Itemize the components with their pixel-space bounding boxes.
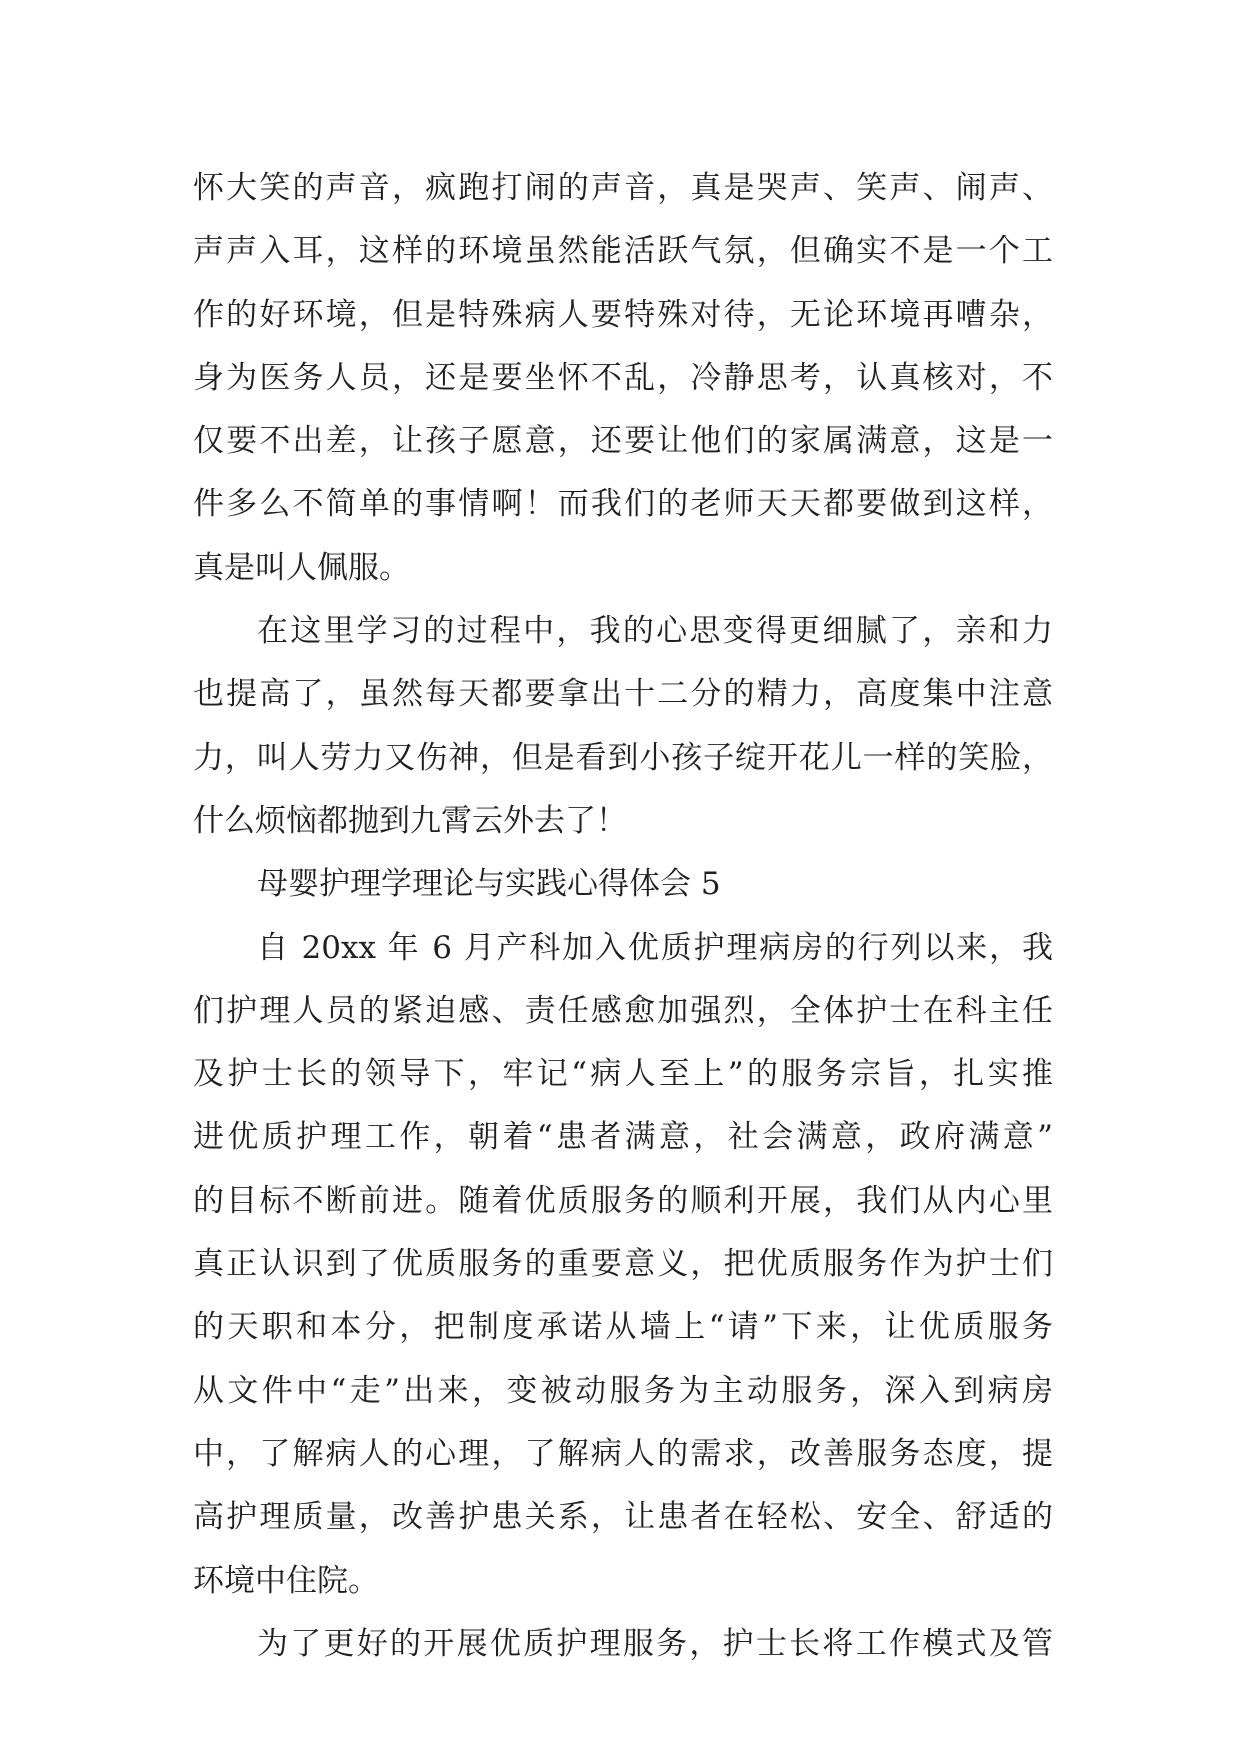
paragraph-first-line: 自 20xx 年 6 月产科加入优质护理病房的行列以来，我: [257, 929, 1053, 966]
text-line: 身为医务人员，还是要坐怀不乱，冷静思考，认真核对，不: [193, 359, 1053, 396]
text-line: 仅要不出差，让孩子愿意，还要让他们的家属满意，这是一: [193, 423, 1053, 460]
text-line: 真是叫人佩服。: [193, 549, 410, 586]
section-heading: 母婴护理学理论与实践心得体会 5: [257, 866, 721, 903]
document-body: [193, 157, 1053, 1676]
text-line: 力，叫人劳力又伤神，但是看到小孩子绽开花儿一样的笑脸，: [193, 739, 1053, 776]
text-line: 怀大笑的声音，疯跑打闹的声音，真是哭声、笑声、闹声、: [193, 170, 1053, 206]
text-line: 进优质护理工作，朝着“患者满意，社会满意，政府满意”: [193, 1119, 1053, 1156]
text-line: 的天职和本分，把制度承诺从墙上“请”下来，让优质服务: [193, 1309, 1053, 1346]
text-line: 及护士长的领导下，牢记“病人至上”的服务宗旨，扎实推: [193, 1056, 1053, 1093]
paragraph-first-line: 为了更好的开展优质护理服务，护士长将工作模式及管: [257, 1625, 1053, 1662]
paragraph-first-line: 在这里学习的过程中，我的心思变得更细腻了，亲和力: [257, 613, 1053, 650]
text-line: 也提高了，虽然每天都要拿出十二分的精力，高度集中注意: [193, 676, 1053, 713]
text-line: 作的好环境，但是特殊病人要特殊对待，无论环境再嘈杂，: [193, 296, 1053, 333]
text-line: 的目标不断前进。随着优质服务的顺利开展，我们从内心里: [193, 1182, 1053, 1219]
text-line: 高护理质量，改善护患关系，让患者在轻松、安全、舒适的: [193, 1499, 1053, 1536]
text-line: 中，了解病人的心理，了解病人的需求，改善服务态度，提: [193, 1435, 1053, 1472]
text-line: 什么烦恼都抛到九霄云外去了！: [193, 802, 627, 839]
text-line: 件多么不简单的事情啊！而我们的老师天天都要做到这样，: [193, 486, 1053, 523]
text-line: 真正认识到了优质服务的重要意义，把优质服务作为护士们: [193, 1246, 1053, 1283]
text-line: 声声入耳，这样的环境虽然能活跃气氛，但确实不是一个工: [193, 233, 1053, 270]
text-line: 环境中住院。: [193, 1562, 379, 1599]
text-line: 从文件中“走”出来，变被动服务为主动服务，深入到病房: [193, 1372, 1053, 1409]
text-line: 们护理人员的紧迫感、责任感愈加强烈，全体护士在科主任: [193, 992, 1053, 1029]
